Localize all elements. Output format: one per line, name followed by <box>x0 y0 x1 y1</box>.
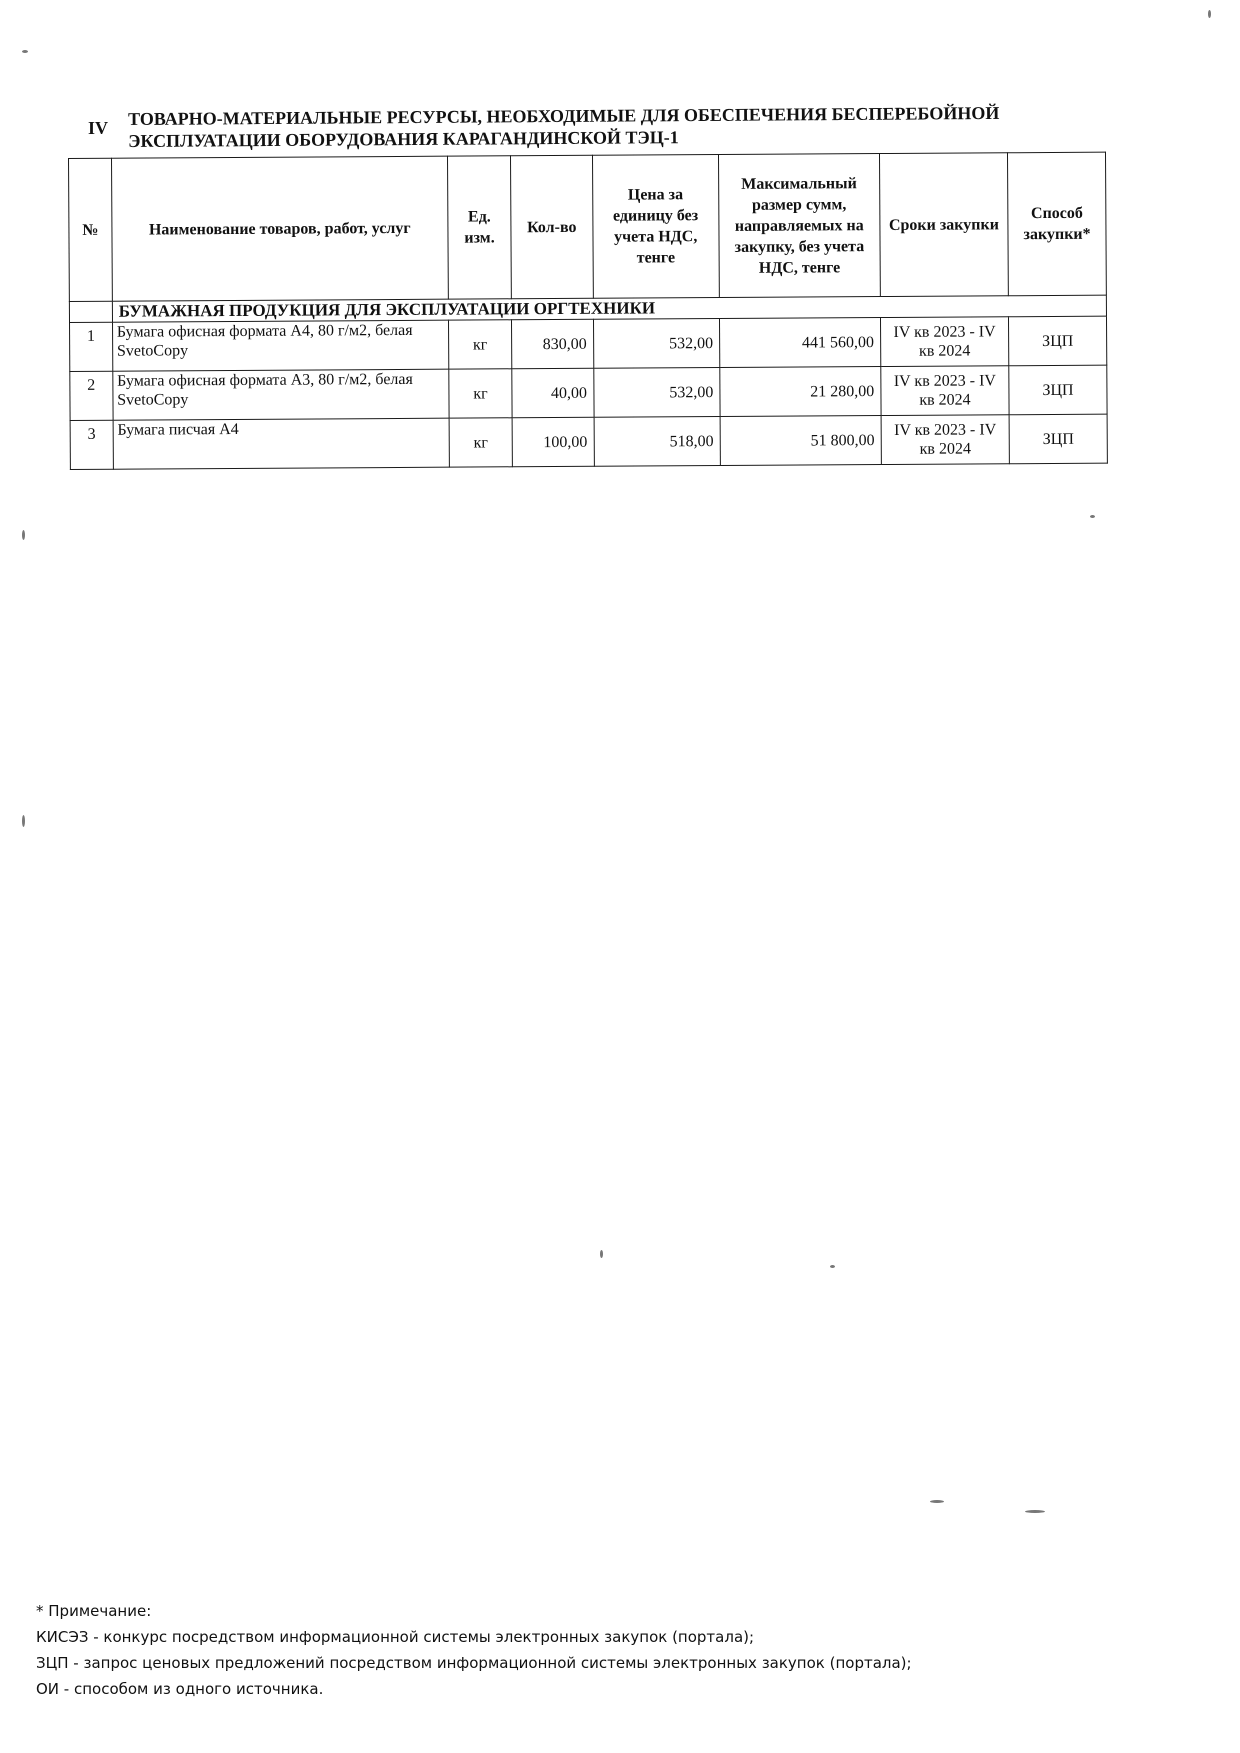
footnote-line: КИСЭЗ - конкурс посредством информационной системы электронных закупок (портала); <box>36 1628 755 1646</box>
row-name: Бумага писчая А4 <box>113 418 449 469</box>
category-num-cell <box>69 301 112 322</box>
table-header-row <box>69 152 1107 301</box>
table-row <box>70 316 1107 371</box>
row-name: Бумага офисная формата А3, 80 г/м2, белая SvetoCopy <box>113 369 449 420</box>
header-max-sum: Максимальный размер сумм, направляемых на закупку, без учета НДС, тенге <box>718 154 880 298</box>
row-unit: кг <box>449 418 512 467</box>
header-method: Способ закупки* <box>1008 152 1107 296</box>
header-name: Наименование товаров, работ, услуг <box>111 156 448 301</box>
scan-speck <box>600 1250 603 1258</box>
header-price: Цена за единицу без учета НДС, тенге <box>592 155 719 299</box>
row-sum: 441 560,00 <box>719 318 880 368</box>
table-row <box>70 414 1107 469</box>
table-row <box>70 365 1107 420</box>
scan-speck <box>930 1500 944 1503</box>
footnote <box>36 1598 912 1702</box>
scan-speck <box>22 530 25 540</box>
row-qty: 100,00 <box>512 417 594 466</box>
footnote-title: * Примечание: <box>36 1602 152 1620</box>
row-unit: кг <box>448 320 511 369</box>
row-method: ЗЦП <box>1009 414 1107 464</box>
row-name: Бумага офисная формата А4, 80 г/м2, белая SvetoCopy <box>112 320 448 371</box>
scan-speck <box>22 815 25 827</box>
header-unit: Ед. изм. <box>447 156 511 299</box>
scan-speck <box>1025 1510 1045 1513</box>
row-num: 3 <box>70 420 113 469</box>
row-method: ЗЦП <box>1009 365 1107 415</box>
row-terms: IV кв 2023 - IV кв 2024 <box>881 415 1010 465</box>
procurement-table-wrapper <box>68 152 1108 470</box>
scan-speck <box>22 50 28 53</box>
scan-speck <box>1090 515 1095 518</box>
footnote-line: ОИ - способом из одного источника. <box>36 1680 324 1698</box>
procurement-table <box>68 152 1108 470</box>
row-qty: 40,00 <box>512 368 594 417</box>
header-num: № <box>69 158 113 301</box>
row-sum: 51 800,00 <box>720 416 881 466</box>
row-price: 532,00 <box>593 368 720 418</box>
category-label: БУМАЖНАЯ ПРОДУКЦИЯ ДЛЯ ЭКСПЛУАТАЦИИ ОРГТЕХНИКИ <box>112 295 1106 322</box>
footnote-line: ЗЦП - запрос ценовых предложений посредством информационной системы электронных закупок (портала); <box>36 1654 912 1672</box>
row-terms: IV кв 2023 - IV кв 2024 <box>880 317 1009 367</box>
section-number: IV <box>88 118 109 138</box>
row-sum: 21 280,00 <box>720 367 881 417</box>
row-unit: кг <box>449 369 512 418</box>
header-qty: Кол-во <box>511 155 593 298</box>
section-title: ТОВАРНО-МАТЕРИАЛЬНЫЕ РЕСУРСЫ, НЕОБХОДИМЫЕ ДЛЯ ОБЕСПЕЧЕНИЯ БЕСПЕРЕБОЙНОЙ ЭКСПЛУАТАЦИИ ОБОРУДОВАНИЯ КАРАГАНДИНСКОЙ ТЭЦ-1 <box>128 102 1000 151</box>
row-price: 518,00 <box>594 417 721 467</box>
scan-speck <box>830 1265 835 1268</box>
row-num: 2 <box>70 371 113 420</box>
row-method: ЗЦП <box>1009 316 1107 366</box>
row-num: 1 <box>70 322 113 371</box>
scan-speck <box>1208 10 1211 18</box>
row-qty: 830,00 <box>512 319 594 368</box>
header-terms: Сроки закупки <box>879 153 1008 297</box>
row-price: 532,00 <box>593 319 720 369</box>
row-terms: IV кв 2023 - IV кв 2024 <box>881 366 1010 416</box>
